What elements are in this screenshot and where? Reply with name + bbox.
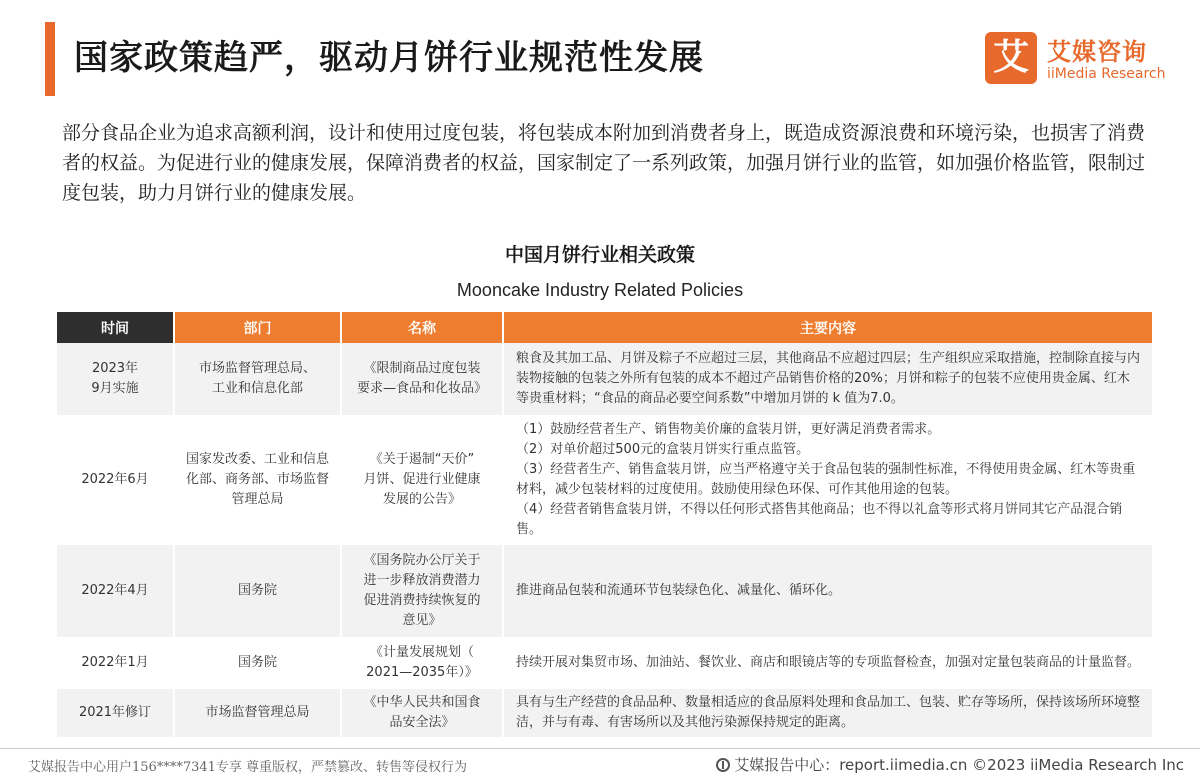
iimedia-logo [985, 32, 1185, 90]
table-row [57, 639, 1152, 689]
table-header-row [57, 312, 1152, 343]
logo-name-en: iiMedia Research [1047, 66, 1166, 82]
cell-dept: 国务院 [175, 545, 342, 639]
footer-source [716, 754, 1184, 775]
cell-content [504, 417, 1152, 545]
cell-name: 《关于遏制“天价” 月饼、促进行业健康 发展的公告》 [342, 417, 504, 545]
table-row [57, 343, 1152, 417]
cell-content [504, 343, 1152, 417]
policy-table-body [57, 343, 1152, 739]
header-content: 主要内容 [504, 312, 1152, 343]
cell-name: 《限制商品过度包装 要求—食品和化妆品》 [342, 343, 504, 417]
cell-dept: 市场监督管理总局 [175, 689, 342, 739]
cell-time: 2022年4月 [57, 545, 175, 639]
cell-name: 《中华人民共和国食 品安全法》 [342, 689, 504, 739]
table-title-cn: 中国月饼行业相关政策 [504, 244, 695, 266]
content-line: （2）对单价超过500元的盒装月饼实行重点监管。 [516, 442, 810, 457]
cell-dept: 国家发改委、工业和信息化部、商务部、市场监督管理总局 [175, 417, 342, 545]
intro-paragraph: 部分食品企业为追求高额利润，设计和使用过度包装，将包装成本附加到消费者身上，既造成资源浪费和环境污染，也损害了消费者的权益。为促进行业的健康发展，保障消费者的权益，国家制定了一系列政策，加强月饼行业的监管，如加强价格监管，限制过度包装，助力月饼行业的健康发展。 [62, 122, 1146, 204]
content-line: （3）经营者生产、销售盒装月饼，应当严格遵守关于食品包装的强制性标准，不得使用贵金属、红木等贵重材料，减少包装材料的过度使用。鼓励使用绿色环保、可作其他用途的包装。 [516, 462, 1136, 497]
footer-copyright: 艾媒报告中心用户156****7341专享 尊重版权，严禁篡改、转售等侵权行为 [28, 760, 468, 775]
footer-divider [0, 748, 1200, 749]
cell-time: 2022年6月 [57, 417, 175, 545]
cell-dept: 国务院 [175, 639, 342, 689]
cell-time: 2021年修订 [57, 689, 175, 739]
cell-time: 2022年1月 [57, 639, 175, 689]
cell-time: 2023年 9月实施 [57, 343, 175, 417]
table-title-en: Mooncake Industry Related Policies [456, 280, 744, 300]
cell-dept: 市场监督管理总局、 工业和信息化部 [175, 343, 342, 417]
cell-name: 《国务院办公厅关于 进一步释放消费潜力 促进消费持续恢复的 意见》 [342, 545, 504, 639]
header-time: 时间 [57, 312, 175, 343]
content-line: 具有与生产经营的食品品种、数量相适应的食品原料处理和食品加工、包装、贮存等场所，保持该场所环境整洁，并与有毒、有害场所以及其他污染源保持规定的距离。 [516, 695, 1141, 730]
cell-content [504, 545, 1152, 639]
footer-source-text: 艾媒报告中心：report.iimedia.cn ©2023 iiMedia Research Inc [734, 756, 1184, 774]
title-accent-bar [45, 22, 55, 96]
report-center-icon [716, 758, 730, 772]
policy-table [57, 312, 1152, 739]
cell-content [504, 639, 1152, 689]
content-line: （4）经营者销售盒装月饼，不得以任何形式搭售其他商品；也不得以礼盒等形式将月饼同其它产品混合销售。 [516, 502, 1123, 537]
content-line: （1）鼓励经营者生产、销售物美价廉的盒装月饼，更好满足消费者需求。 [516, 422, 941, 437]
logo-name-cn: 艾媒咨询 [1047, 38, 1147, 66]
cell-content [504, 689, 1152, 739]
content-line: 粮食及其加工品、月饼及粽子不应超过三层，其他商品不应超过四层；生产组织应采取措施，控制除直接与内装物接触的包装之外所有包装的成本不超过产品销售价格的20%；月饼和粽子的包装不应使用贵金属、红木等贵重材料；“食品的商品必要空间系数”中增加月饼的 k 值为7.0。 [516, 351, 1141, 406]
content-line: 推进商品包装和流通环节包装绿色化、减量化、循环化。 [516, 583, 842, 598]
table-row [57, 417, 1152, 545]
logo-mark-icon: 艾 [985, 32, 1037, 84]
page-title: 国家政策趋严，驱动月饼行业规范性发展 [74, 38, 704, 78]
table-row [57, 545, 1152, 639]
header-name: 名称 [342, 312, 504, 343]
table-row [57, 689, 1152, 739]
content-line: 持续开展对集贸市场、加油站、餐饮业、商店和眼镜店等的专项监督检查，加强对定量包装商品的计量监督。 [516, 655, 1141, 670]
header-dept: 部门 [175, 312, 342, 343]
cell-name: 《计量发展规划（ 2021—2035年）》 [342, 639, 504, 689]
